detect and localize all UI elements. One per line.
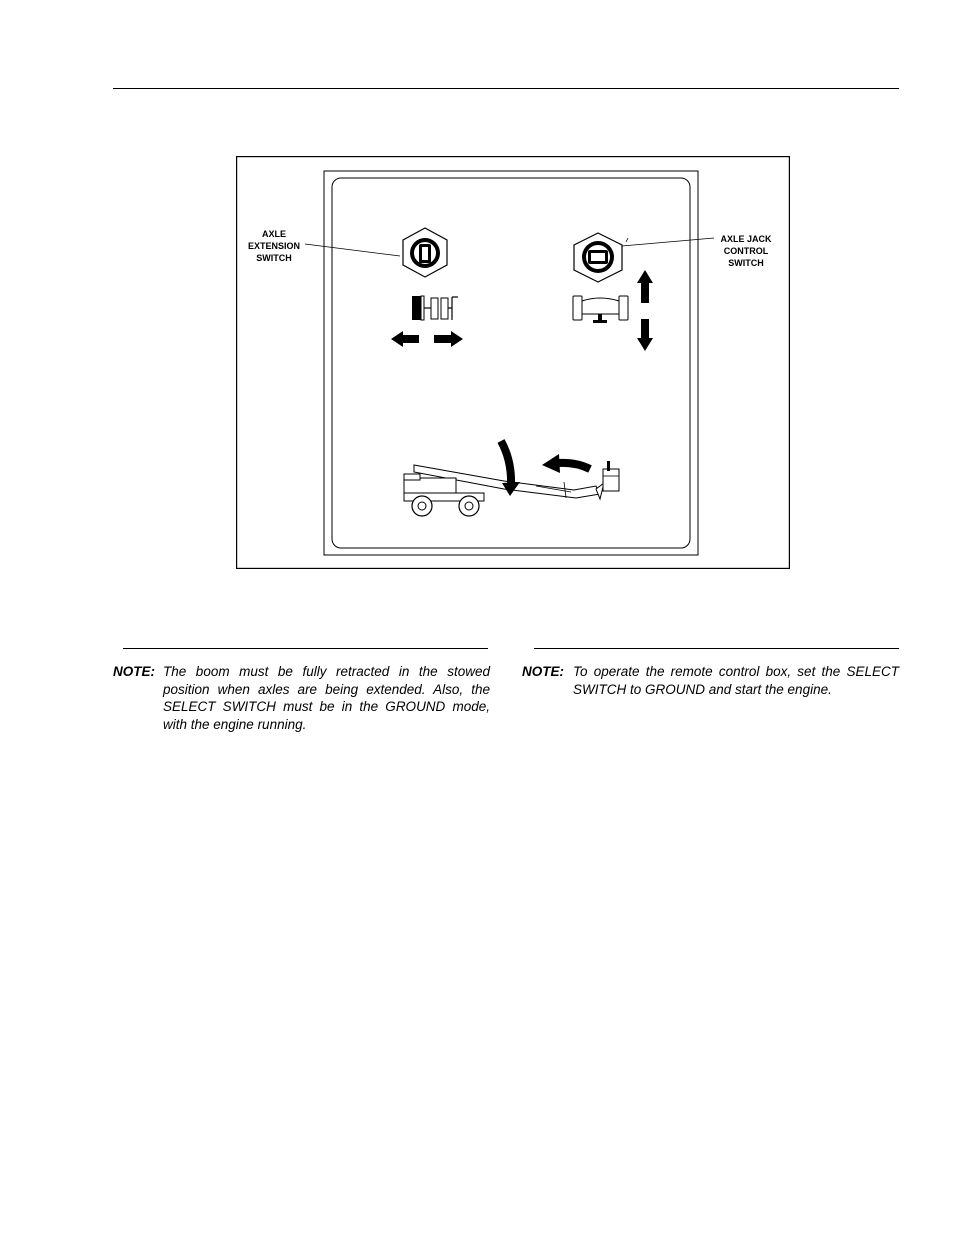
note-text: To operate the remote control box, set the SELECT SWITCH to GROUND and start the engine. [573,664,899,697]
header-rule [113,88,899,89]
panel-illustration [236,156,790,569]
label-line: SWITCH [728,258,764,268]
panel-plate [324,171,698,555]
left-column-rule [123,648,488,649]
label-line: CONTROL [723,246,769,256]
note-tag: NOTE: [113,664,155,679]
axle-control-panel-figure [236,156,790,569]
note-text: The boom must be fully retracted in the stowed position when axles are being extended. Also, the SELECT SWITCH must be in the GROUND mode, with the engine running. [163,664,490,732]
axle-jack-symbol-icon [573,296,628,323]
label-line: SWITCH [256,253,292,263]
note-tag: NOTE: [522,664,564,679]
axle-extension-switch-label [244,228,304,264]
label-line: AXLE JACK [720,234,772,244]
label-line: AXLE [261,229,286,239]
axle-jack-control-switch-label [714,233,778,269]
label-line: EXTENSION [247,241,300,251]
right-column-rule [534,648,899,649]
